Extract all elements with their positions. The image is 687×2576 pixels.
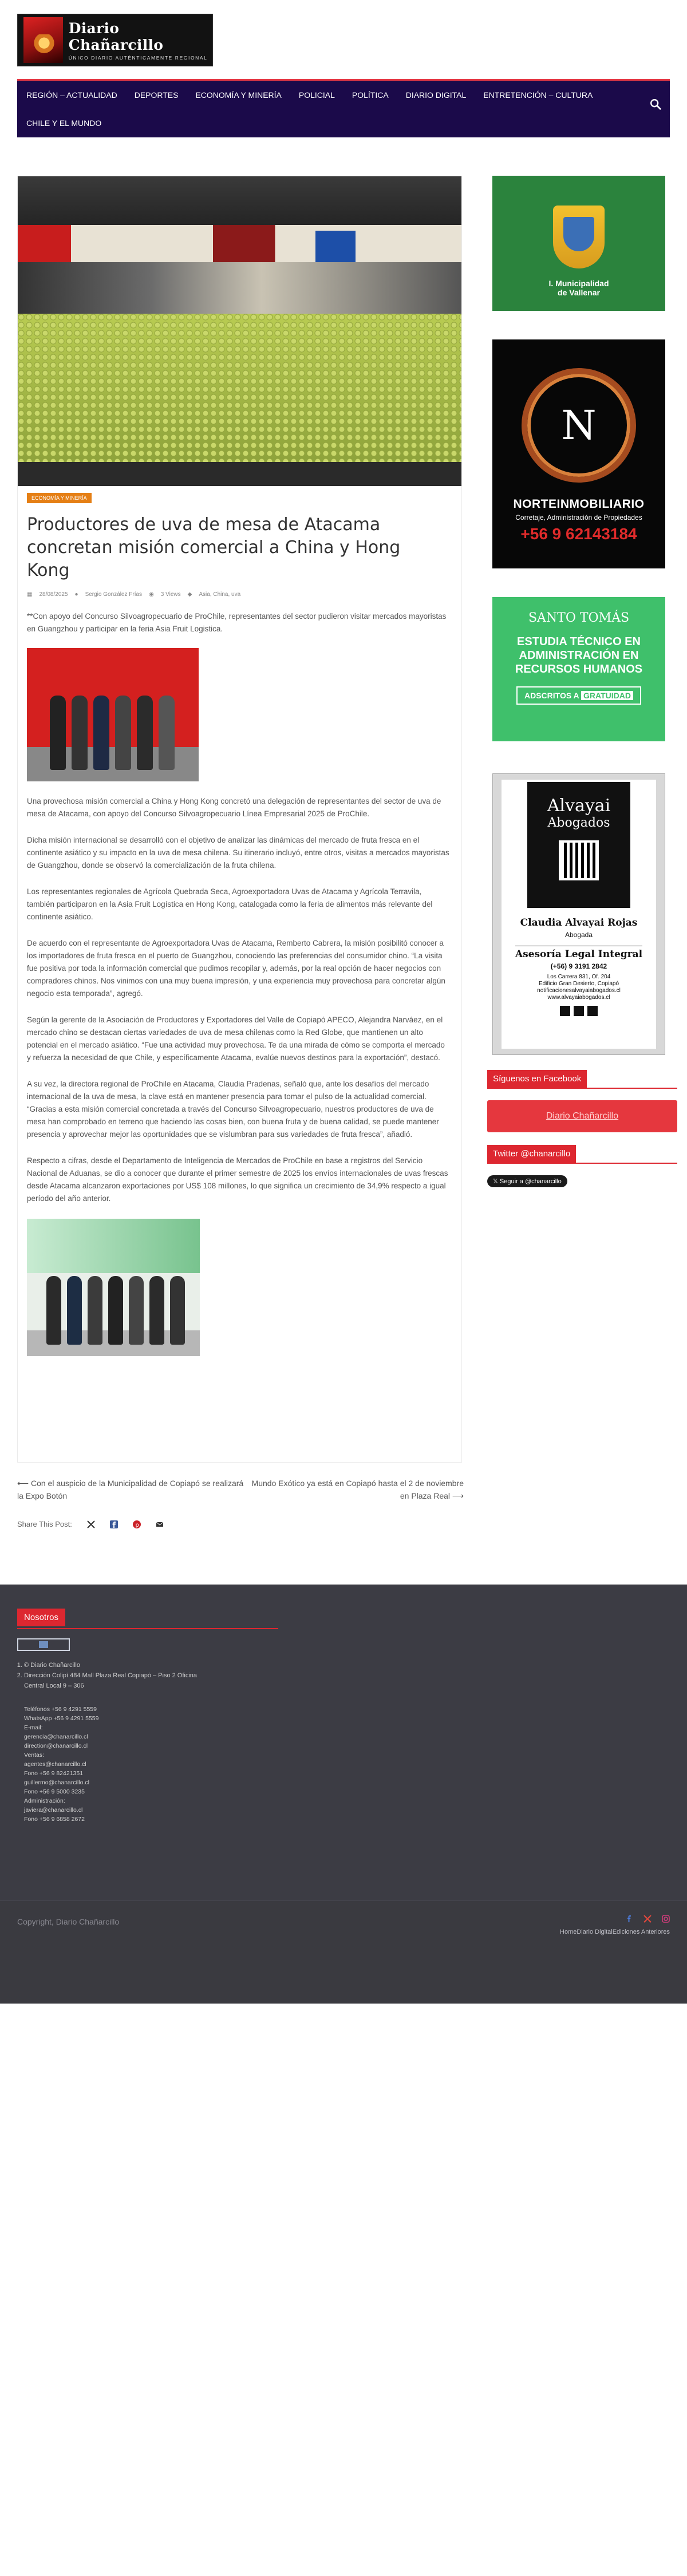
category-badge[interactable]: ECONOMÍA Y MINERÍA xyxy=(27,493,92,503)
cta-highlight: GRATUIDAD xyxy=(581,691,633,700)
footer-social xyxy=(625,1915,670,1923)
next-post-title[interactable]: Mundo Exótico ya está en Copiapó hasta el 2 de noviembre en Plaza Real xyxy=(251,1479,464,1500)
alvayai-social xyxy=(560,1006,598,1016)
x-twitter-icon[interactable] xyxy=(643,1915,652,1923)
article-paragraph: Respecto a cifras, desde el Departamento de Inteligencia de Mercados de ProChile en base a registros del Servicio Nacional de Aduanas, se dio a conocer que durante el primer semestre de 2025 los envíos internacionales de uvas frescas desde Atacama alcanzaron exportaciones por US$ 108 millones, lo que significa un crecimiento de 34,9% respecto a igual período del año anterior. xyxy=(27,1156,448,1203)
article xyxy=(17,176,462,1463)
ad-muni-line2: de Vallenar xyxy=(558,288,600,297)
ad-santo-tomas-headline: ESTUDIA TÉCNICO EN ADMINISTRACIÓN EN RECURSOS HUMANOS xyxy=(515,635,643,675)
alvayai-logo xyxy=(527,782,630,908)
article-paragraph: Dicha misión internacional se desarrolló con el objetivo de analizar las dinámicas del mercado de fruta fresca en el continente asiático y su impacto en la uva de mesa chilena. Su itinerario incluyó, entre otros, visitas a mercados mayoristas de Guangzhou, donde se observó la comercialización de la fruta chilena. xyxy=(27,836,449,870)
article-paragraph: Según la gerente de la Asociación de Productores y Exportadores del Valle de Copiapó APECO, Alejandra Narváez, en el mercado chino se destacan ciertas variedades de uva de mesa chilenas como la Red Globe, que mantienen un alto potencial en el mercado asiático. “Fue una actividad muy provechosa. Te da una mirada de cómo se comporta el mercado y refuerza la necesidad de que Chile, y específicamente Atacama, evalúe nuevos destinos para la exportación”, destacó. xyxy=(27,1016,445,1062)
eye-icon: ◉ xyxy=(149,591,154,598)
ad-alvayai-abogados[interactable] xyxy=(492,773,665,1055)
instagram-icon xyxy=(587,1006,598,1016)
article-paragraph: Los representantes regionales de Agrícola Quebrada Seca, Agroexportadora Uvas de Atacama y Agrícola Terravila, también participaron en la Asia Fruit Logística en Hong Kong, catalogada como la feria de alimentos más relevante del continente asiático. xyxy=(27,887,433,921)
logo-title: Diario Chañarcillo xyxy=(68,19,164,53)
meta-date[interactable]: 28/08/2025 xyxy=(39,591,68,598)
twitter-widget xyxy=(487,1145,670,1187)
ad-santo-tomas-cta[interactable] xyxy=(516,686,641,705)
ad-norte-phone: +56 9 62143184 xyxy=(520,525,637,543)
post-navigation xyxy=(17,1477,464,1511)
facebook-page-box[interactable] xyxy=(487,1100,677,1132)
footer-title: Nosotros xyxy=(17,1609,65,1626)
article-lead: **Con apoyo del Concurso Silvoagropecuario de ProChile, representantes del sector pudieron visitar mercados mayoristas en Guangzhou y participar en la feria Asia Fruit Logistica. xyxy=(27,612,447,633)
contact-line: Fono +56 9 82421351 xyxy=(24,1770,84,1777)
nav-item-policial[interactable]: POLICIAL xyxy=(298,90,335,100)
meta-tags[interactable]: Asia, China, uva xyxy=(199,591,241,598)
footer-list-item: 2. Dirección Colipí 484 Mall Plaza Real Copiapó – Piso 2 Oficina Central Local 9 – 306 xyxy=(24,1670,213,1691)
ad-norte-name: NORTEINMOBILIARIO xyxy=(513,497,645,511)
share-bar xyxy=(17,1520,164,1528)
x-twitter-icon[interactable] xyxy=(87,1520,95,1528)
ad-muni-line1: I. Municipalidad xyxy=(548,279,609,288)
santo-tomas-logo: SANTO TOMÁS xyxy=(528,611,630,625)
email-icon[interactable] xyxy=(156,1520,164,1528)
alvayai-web: www.alvayaiabogados.cl xyxy=(547,994,610,1001)
alvayai-address-block xyxy=(537,974,621,1001)
previous-post-link[interactable] xyxy=(17,1477,246,1502)
tag-icon: ◆ xyxy=(187,591,192,598)
qr-code-icon xyxy=(559,840,599,880)
footer-links[interactable]: HomeDiario DigitalEdiciones Anteriores xyxy=(560,1929,670,1935)
footer-bottom-bar xyxy=(0,1901,687,2004)
article-title: Productores de uva de mesa de Atacama concretan misión comercial a China y Hong Kong xyxy=(27,515,401,580)
alvayai-name: Claudia Alvayai Rojas xyxy=(520,917,638,929)
ad-norte-sub: Corretaje, Administración de Propiedades xyxy=(515,513,642,521)
alvayai-phone: (+56) 9 3191 2842 xyxy=(550,962,607,970)
nav-item-entretencion[interactable]: ENTRETENCIÓN – CULTURA xyxy=(483,90,593,100)
site-footer xyxy=(0,1585,687,2004)
site-logo[interactable] xyxy=(17,14,213,66)
contact-line: Fono +56 9 6858 2672 xyxy=(24,1816,85,1823)
meta-author[interactable]: Sergio González Frías xyxy=(85,591,143,598)
user-icon: ● xyxy=(74,591,78,598)
footer-list-item: 1. © Diario Chañarcillo xyxy=(24,1660,213,1670)
twitter-widget-title: Twitter @chanarcillo xyxy=(487,1145,576,1163)
site-header xyxy=(0,0,687,79)
contact-line: Fono +56 9 5000 3235 xyxy=(24,1788,85,1795)
contact-email[interactable]: gerencia@chanarcillo.cl xyxy=(24,1733,88,1740)
nav-item-economia[interactable]: ECONOMÍA Y MINERÍA xyxy=(195,90,282,100)
contact-line: Teléfonos +56 9 4291 5559 xyxy=(24,1706,97,1713)
instagram-icon[interactable] xyxy=(662,1915,670,1923)
facebook-widget-title: Síguenos en Facebook xyxy=(487,1070,587,1088)
article-paragraph: Una provechosa misión comercial a China y Hong Kong concretó una delegación de representantes del sector de uva de mesa de Atacama, con apoyo del Concurso Silvoagropecuario Línea Empresarial 2025 de ProChile. xyxy=(27,797,441,818)
facebook-page-link[interactable]: Diario Chañarcillo xyxy=(546,1111,619,1121)
contact-line: Administración: xyxy=(24,1797,65,1804)
contact-email[interactable]: agentes@chanarcillo.cl xyxy=(24,1761,86,1768)
ad-norteinmobiliario[interactable] xyxy=(492,339,665,568)
alvayai-address: Los Carrera 831, Of. 204 xyxy=(547,974,611,980)
alvayai-building: Edificio Gran Desierto, Copiapó xyxy=(538,981,619,987)
contact-line: Ventas: xyxy=(24,1752,45,1759)
ad-santo-tomas[interactable] xyxy=(492,597,665,741)
main-nav xyxy=(17,79,670,137)
x-twitter-icon: 𝕏 xyxy=(493,1178,500,1185)
linkedin-icon xyxy=(560,1006,570,1016)
calendar-icon: ▦ xyxy=(27,591,33,598)
nav-item-region[interactable]: REGIÓN – ACTUALIDAD xyxy=(26,90,117,100)
logo-emblem-icon xyxy=(23,17,63,63)
alvayai-service: Asesoría Legal Integral xyxy=(515,946,642,960)
municipal-shield-icon xyxy=(553,206,605,268)
article-paragraph: De acuerdo con el representante de Agroexportadora Uvas de Atacama, Remberto Cabrera, la misión posibilitó conocer a los importadores de fruta fresca en el puerto de Guangzhou, conociendo las preferencias del consumidor chino. “La visita fue positiva por toda la información comercial que pudimos recopilar y, además, por la real opción de hacer negocios con compradores chinos. Nos vinimos con una muy buena impresión, y una experiencia muy provechosa para concretar algún negocio esta temporada”, agregó. xyxy=(27,939,445,998)
fair-stand-photo xyxy=(27,1219,200,1356)
alvayai-email: notificacionesalvayaiabogados.cl xyxy=(537,987,621,994)
cta-text: ADSCRITOS A xyxy=(524,691,579,700)
nav-item-chile-mundo[interactable]: CHILE Y EL MUNDO xyxy=(26,118,102,128)
facebook-icon[interactable] xyxy=(110,1520,118,1528)
copyright: Copyright, Diario Chañarcillo xyxy=(17,1917,120,1926)
next-post-link[interactable] xyxy=(246,1477,464,1502)
search-icon[interactable] xyxy=(649,98,662,110)
contact-email[interactable]: guillermo@chanarcillo.cl xyxy=(24,1779,89,1786)
twitter-follow-button[interactable] xyxy=(487,1175,567,1187)
alvayai-role: Abogada xyxy=(564,931,593,939)
arrow-left-icon: ⟵ xyxy=(17,1479,31,1488)
delegation-photo xyxy=(27,648,199,781)
meta-views: 3 Views xyxy=(160,591,181,598)
article-hero-image xyxy=(18,176,461,486)
logo-tagline: ÚNICO DIARIO AUTÉNTICAMENTE REGIONAL xyxy=(68,54,208,61)
pinterest-icon[interactable] xyxy=(133,1520,141,1528)
svg-text:p: p xyxy=(135,1522,139,1528)
contact-line: E-mail: xyxy=(24,1724,43,1731)
footer-list xyxy=(24,1660,213,1691)
facebook-icon xyxy=(574,1006,584,1016)
article-paragraph: A su vez, la directora regional de ProChile en Atacama, Claudia Pradenas, señaló que, ante los desafíos del mercado internacional de la uva de mesa, la clave está en mantener presencia para tomar el pulso de la actualidad comercial. “Gracias a esta misión comercial concretada a través del Concurso Silvoagropecuario, nuestros productores de uva de mesa han comprobado en terreno que haciendo las cosas bien, con buena fruta y de buena calidad, se puede mantener presencia y aprovechar mejor las oportunidades que se vislumbran para sus variedades de fruta fresca”, añadió. xyxy=(27,1080,439,1139)
footer-logo-icon xyxy=(17,1638,70,1651)
twitter-follow-label: Seguir a @chanarcillo xyxy=(499,1178,562,1185)
footer-contact xyxy=(24,1705,98,1824)
facebook-widget xyxy=(487,1070,670,1132)
norte-logo-icon: N xyxy=(522,368,636,483)
contact-line: WhatsApp +56 9 4291 5559 xyxy=(24,1715,99,1722)
nav-item-diario-digital[interactable]: DIARIO DIGITAL xyxy=(405,90,467,100)
alvayai-brand-sub: Abogados xyxy=(547,816,610,830)
nav-item-politica[interactable]: POLÍTICA xyxy=(352,90,389,100)
ad-municipalidad-vallenar[interactable] xyxy=(492,176,665,311)
arrow-right-icon: ⟶ xyxy=(450,1491,464,1500)
contact-email[interactable]: javiera@chanarcillo.cl xyxy=(24,1807,83,1814)
nav-item-deportes[interactable]: DEPORTES xyxy=(134,90,179,100)
previous-post-title[interactable]: Con el auspicio de la Municipalidad de Copiapó se realizará la Expo Botón xyxy=(17,1479,244,1500)
share-label: Share This Post: xyxy=(17,1520,72,1528)
article-meta xyxy=(27,591,452,598)
contact-email[interactable]: direction@chanarcillo.cl xyxy=(24,1743,88,1749)
sidebar xyxy=(487,176,670,1187)
facebook-icon[interactable] xyxy=(625,1915,633,1923)
alvayai-brand: Alvayai xyxy=(547,796,611,816)
